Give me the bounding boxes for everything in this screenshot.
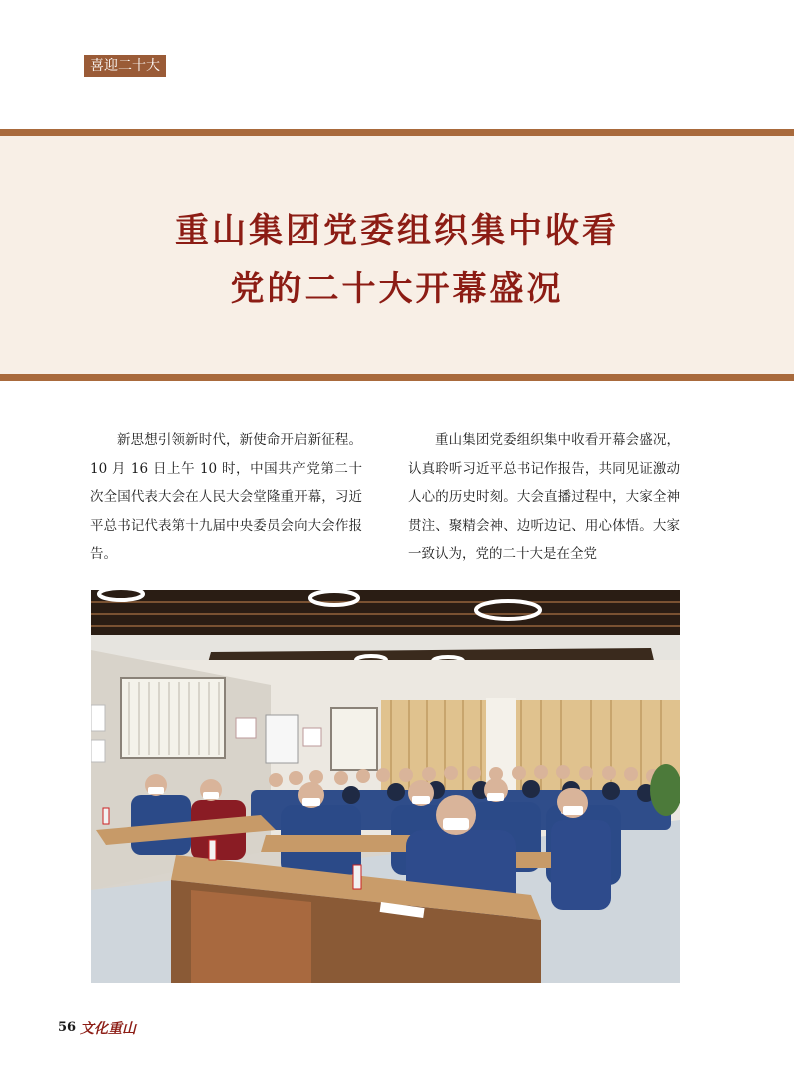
magazine-name: 文化重山 [80,1021,136,1037]
title-band-bottom [0,374,794,381]
title-panel [0,136,794,374]
page-number: 56 [58,1020,77,1035]
meeting-photo [91,590,680,983]
headline-line-1: 重山集团党委组织集中收看 [175,211,619,251]
body-paragraph-left: 新思想引领新时代，新使命开启新征程。10 月 16 日上午 10 时，中国共产党第二十次全国代表大会在人民大会堂隆重开幕，习近平总书记代表第十九届中央委员会向大会作报告。 [90,432,362,562]
body-column-left [90,426,362,569]
section-tag: 喜迎二十大 [84,55,166,77]
body-paragraph-right: 重山集团党委组织集中收看开幕会盛况，认真聆听习近平总书记作报告，共同见证激动人心的历史时刻。大会直播过程中，大家全神贯注、聚精会神、边听边记、用心体悟。大家一致认为，党的二十大是在全党 [408,432,680,562]
body-column-right [408,426,680,569]
meeting-photo-illustration [91,590,680,983]
headline-line-2: 党的二十大开幕盛况 [230,269,564,309]
title-band-top [0,129,794,136]
